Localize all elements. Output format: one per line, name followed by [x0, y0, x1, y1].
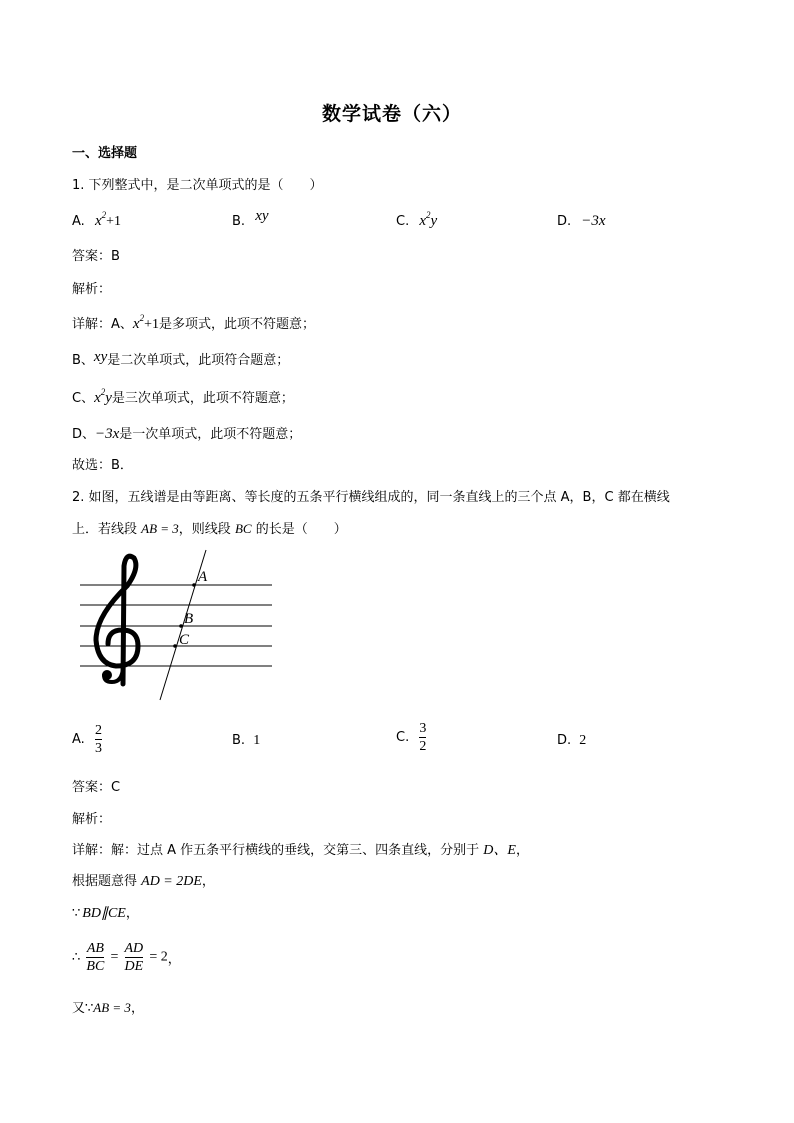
label-b: B: [184, 611, 194, 627]
staff-figure: [72, 548, 282, 704]
q2-stem-line-1: 2. 如图，五线谱是由等距离、等长度的五条平行横线组成的，同一条直线上的三个点 A，B，C 都在横线: [72, 490, 670, 505]
q1-detail-line-4: D、−3x是一次单项式，此项不符题意；: [72, 426, 302, 442]
label-a: A: [198, 569, 208, 585]
point-c: [173, 644, 177, 648]
option-expr: $x^2y$: [419, 210, 438, 229]
q2-stem-line-2: 上．若线段 AB = 3，则线段 BC 的长是（ ）: [72, 521, 347, 537]
point-b: [179, 624, 183, 628]
q1-answer: 答案：B: [72, 249, 120, 264]
q2-option-c[interactable]: [396, 720, 428, 755]
page-title: 数学试卷（六）: [322, 103, 463, 125]
option-label: A.: [72, 732, 85, 747]
q2-analysis-label: 解析：: [72, 812, 112, 827]
q1-stem: 1. 下列整式中，是二次单项式的是（ ）: [72, 178, 323, 193]
q2-option-a[interactable]: [72, 722, 104, 757]
section-heading: 一、选择题: [72, 146, 138, 161]
q2-detail-line-1: 详解：解：过点 A 作五条平行横线的垂线，交第三、四条直线，分别于 D、E，: [72, 843, 529, 858]
option-label: B.: [232, 214, 246, 229]
option-label: C.: [396, 214, 410, 229]
q1-option-a[interactable]: [72, 210, 122, 230]
option-label: C.: [396, 730, 410, 745]
q1-detail-line-5: 故选：B．: [72, 458, 133, 473]
treble-clef-dot: [102, 670, 112, 680]
option-label: D.: [557, 733, 572, 748]
point-a: [192, 583, 196, 587]
option-label: B.: [232, 733, 246, 748]
option-expr: $x^2+1$: [94, 210, 122, 229]
option-label: D.: [557, 214, 572, 229]
fraction-ad-de: $\frac{AD}{DE}$: [124, 941, 144, 974]
label-c: C: [179, 632, 190, 648]
q1-option-b[interactable]: [232, 208, 269, 230]
q1-detail-line-1: 详解：A、$x^2+1$是多项式，此项不符题意；: [72, 313, 315, 332]
option-expr: xy: [255, 208, 269, 224]
q1-detail-line-2: B、xy是二次单项式，此项符合题意；: [72, 349, 290, 368]
q2-detail-line-2: 根据题意得 AD = 2DE，: [72, 874, 215, 889]
q1-option-c[interactable]: [396, 210, 438, 230]
q1-analysis-label: 解析：: [72, 282, 112, 297]
q1-detail-line-3: C、$x^2y$是三次单项式，此项不符题意；: [72, 387, 294, 406]
option-label: A.: [72, 214, 85, 229]
q2-option-b[interactable]: [232, 733, 260, 749]
q1-option-d[interactable]: [557, 213, 606, 230]
option-value: 1: [253, 733, 261, 748]
q2-detail-line-5: 又∵AB = 3，: [72, 1000, 144, 1016]
q2-detail-line-3: ∵ BD∥CE，: [72, 906, 139, 921]
option-fraction: $\frac{3}{2}$: [419, 721, 427, 754]
q2-answer: 答案：C: [72, 780, 121, 795]
q2-option-d[interactable]: [557, 733, 586, 749]
treble-clef-icon: [96, 556, 138, 684]
option-fraction: $\frac{2}{3}$: [94, 723, 102, 756]
q2-detail-line-4: ∴ $\frac{AB}{BC}$ = $\frac{AD}{DE}$ = 2，: [72, 941, 181, 974]
fraction-ab-bc: $\frac{AB}{BC}$: [86, 941, 105, 974]
option-expr: −3x: [581, 213, 606, 229]
option-value: 2: [579, 733, 587, 748]
